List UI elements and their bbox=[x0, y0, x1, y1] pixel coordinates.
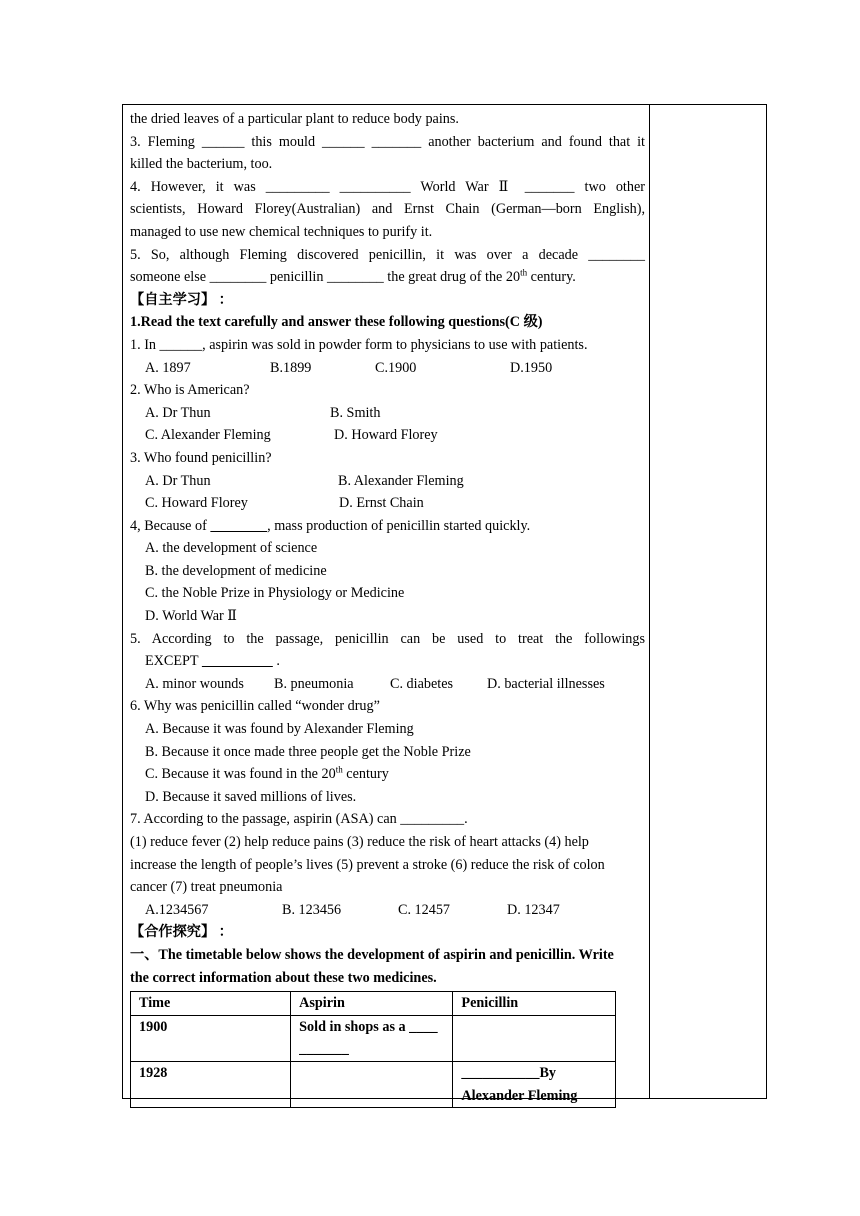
option: A. the development of science bbox=[145, 540, 318, 557]
text-line: the dried leaves of a particular plant to reduce body pains. bbox=[130, 111, 459, 127]
option: B. Smith bbox=[330, 404, 381, 421]
option: D. Howard Florey bbox=[334, 427, 438, 444]
text-line: managed to use new chemical techniques to purify it. bbox=[130, 223, 433, 240]
option: A. 1897 bbox=[145, 359, 191, 376]
text-line: scientists, Howard Florey(Australian) and Ernst Chain (German—born English), bbox=[130, 201, 645, 218]
text-line: 3. Fleming ______ this mould ______ _______ another bacterium and found that it bbox=[130, 133, 645, 150]
option: A.1234567 bbox=[145, 901, 209, 918]
text-line: increase the length of people’s lives (5) prevent a stroke (6) reduce the risk of colon bbox=[130, 856, 605, 873]
option: D. bacterial illnesses bbox=[487, 675, 605, 692]
answer-blank[interactable]: ____ bbox=[409, 1018, 438, 1035]
answer-blank bbox=[210, 518, 267, 534]
option: B. Alexander Fleming bbox=[338, 472, 464, 489]
option: C. Because it was found in the 20th century bbox=[145, 764, 389, 783]
task-instruction: the correct information about these two medicines. bbox=[130, 969, 437, 986]
option: D. 12347 bbox=[507, 901, 560, 918]
option: B. the development of medicine bbox=[145, 562, 327, 579]
question-stem: 5. According to the passage, penicillin can be used to treat the followings bbox=[130, 630, 645, 647]
question-stem: 1. In ______, aspirin was sold in powder form to physicians to use with patients. bbox=[130, 336, 588, 353]
text-line: killed the bacterium, too. bbox=[130, 156, 273, 173]
option-row bbox=[130, 402, 645, 425]
task-instruction: 一、The timetable below shows the development of aspirin and penicillin. Write bbox=[130, 946, 614, 963]
option-row bbox=[130, 899, 645, 922]
table-row bbox=[131, 1061, 616, 1107]
table-header-row bbox=[131, 992, 616, 1016]
answer-blank: _________ bbox=[400, 811, 465, 828]
timetable bbox=[130, 991, 616, 1108]
option: A. Dr Thun bbox=[145, 404, 211, 421]
option: C. diabetes bbox=[390, 675, 454, 692]
option: C. Howard Florey bbox=[145, 495, 248, 512]
section-heading-cooperation: 【合作探究】 ： bbox=[130, 924, 233, 941]
table-cell: Sold in shops as a ____ _______ bbox=[291, 1015, 453, 1061]
text-line: 5. So, although Fleming discovered penicillin, it was over a decade ________ bbox=[130, 246, 645, 263]
table-cell: 1928 bbox=[131, 1061, 291, 1107]
option-row bbox=[130, 357, 645, 380]
option: B. pneumonia bbox=[274, 675, 354, 692]
question-stem: EXCEPT . bbox=[145, 653, 280, 670]
option: C. the Noble Prize in Physiology or Medicine bbox=[145, 585, 405, 602]
text-line: 4. However, it was _________ __________ World War Ⅱ _______ two other bbox=[130, 178, 645, 195]
answer-blank[interactable]: _______ bbox=[299, 1041, 349, 1058]
option: B. 123456 bbox=[282, 901, 342, 918]
question-stem: 3. Who found penicillin? bbox=[130, 449, 272, 466]
option-row bbox=[130, 424, 645, 447]
text-line: someone else ________ penicillin ________ the great drug of the 20th century. bbox=[130, 267, 576, 286]
option: A. Dr Thun bbox=[145, 472, 211, 489]
option: B. Because it once made three people get the Noble Prize bbox=[145, 743, 471, 760]
worksheet-content bbox=[130, 108, 645, 1108]
task-instruction: 1.Read the text carefully and answer these following questions(C 级) bbox=[130, 314, 543, 331]
option: D. Ernst Chain bbox=[339, 495, 424, 512]
option: D. Because it saved millions of lives. bbox=[145, 788, 357, 805]
section-heading-self-study: 【自主学习】 ： bbox=[130, 291, 233, 308]
table-row bbox=[131, 1015, 616, 1061]
question-stem: 7. According to the passage, aspirin (ASA) can _________. bbox=[130, 811, 468, 828]
option-row bbox=[130, 492, 645, 515]
table-cell: ___________By Alexander Fleming bbox=[453, 1061, 616, 1107]
answer-blank bbox=[202, 653, 273, 669]
option: B.1899 bbox=[270, 359, 312, 376]
text-line: cancer (7) treat pneumonia bbox=[130, 879, 283, 896]
table-header: Aspirin bbox=[291, 992, 453, 1016]
question-stem: 4, Because of , mass production of penicillin started quickly. bbox=[130, 517, 531, 534]
text-line: (1) reduce fever (2) help reduce pains (3) reduce the risk of heart attacks (4) help bbox=[130, 834, 589, 850]
table-header: Time bbox=[131, 992, 291, 1016]
option: A. minor wounds bbox=[145, 675, 244, 692]
question-stem: 6. Why was penicillin called “wonder drug” bbox=[130, 698, 380, 715]
option: D.1950 bbox=[510, 359, 553, 376]
table-cell-answer[interactable] bbox=[291, 1061, 453, 1107]
option: C.1900 bbox=[375, 359, 417, 376]
table-cell: 1900 bbox=[131, 1015, 291, 1061]
table-cell-answer[interactable] bbox=[453, 1015, 616, 1061]
question-stem: 2. Who is American? bbox=[130, 382, 250, 399]
option-row bbox=[130, 470, 645, 493]
option: C. 12457 bbox=[398, 901, 451, 918]
option-row bbox=[130, 673, 645, 696]
option: D. World War Ⅱ bbox=[145, 608, 237, 625]
option: C. Alexander Fleming bbox=[145, 427, 271, 444]
notes-column-divider bbox=[649, 104, 650, 1099]
table-header: Penicillin bbox=[453, 992, 616, 1016]
answer-blank[interactable]: ___________ bbox=[461, 1064, 540, 1081]
option: A. Because it was found by Alexander Fleming bbox=[145, 721, 414, 738]
